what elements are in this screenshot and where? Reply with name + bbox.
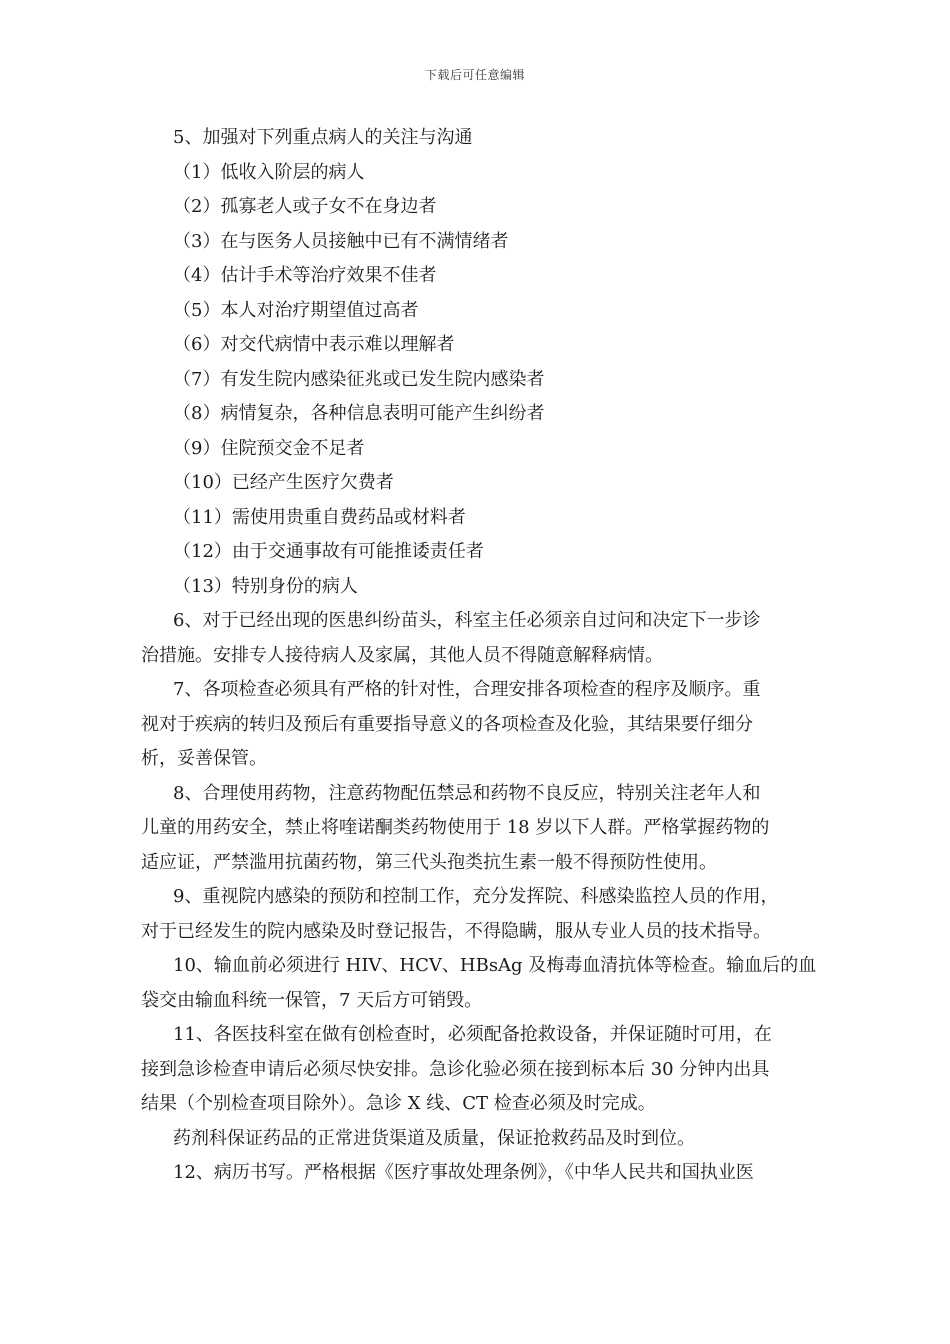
pharmacy-paragraph-line: 药剂科保证药品的正常进货渠道及质量，保证抢救药品及时到位。 xyxy=(173,1127,695,1149)
paragraph-6-line: 治措施。安排专人接待病人及家属，其他人员不得随意解释病情。 xyxy=(141,644,663,666)
paragraph-7-line: 视对于疾病的转归及预后有重要指导意义的各项检查及化验，其结果要仔细分 xyxy=(141,713,753,735)
list-item: （10）已经产生医疗欠费者 xyxy=(173,472,394,493)
paragraph-12-line: 12、病历书写。严格根据《医疗事故处理条例》，《中华人民共和国执业医 xyxy=(173,1162,754,1183)
paragraph-9-line: 9、重视院内感染的预防和控制工作，充分发挥院、科感染监控人员的作用， xyxy=(173,886,779,907)
list-item: （4）估计手术等治疗效果不佳者 xyxy=(173,265,437,286)
document-body xyxy=(141,121,817,1191)
paragraph-7-line: 析，妥善保管。 xyxy=(141,748,267,769)
paragraph-11-line: 接到急诊检查申请后必须尽快安排。急诊化验必须在接到标本后 30 分钟内出具 xyxy=(141,1058,770,1080)
paragraph-9-line: 对于已经发生的院内感染及时登记报告，不得隐瞒，服从专业人员的技术指导。 xyxy=(141,920,771,942)
list-item: （6）对交代病情中表示难以理解者 xyxy=(173,334,455,355)
paragraph-8-line: 儿童的用药安全，禁止将喹诺酮类药物使用于 18 岁以下人群。严格掌握药物的 xyxy=(141,817,770,838)
paragraph-7-line: 7、各项检查必须具有严格的针对性，合理安排各项检查的程序及顺序。重 xyxy=(173,679,761,700)
paragraph-8-line: 8、合理使用药物，注意药物配伍禁忌和药物不良反应，特别关注老年人和 xyxy=(173,782,761,804)
paragraph-10-line: 10、输血前必须进行 HIV、HCV、HBsAg 及梅毒血清抗体等检查。输血后的血 xyxy=(173,955,817,976)
paragraph-11-line: 结果（个别检查项目除外）。急诊 X 线、CT 检查必须及时完成。 xyxy=(141,1093,656,1114)
list-item: （12）由于交通事故有可能推诿责任者 xyxy=(173,541,484,562)
paragraph-11-line: 11、各医技科室在做有创检查时，必须配备抢救设备，并保证随时可用，在 xyxy=(173,1024,772,1045)
paragraph-6-line: 6、对于已经出现的医患纠纷苗头，科室主任必须亲自过问和决定下一步诊 xyxy=(173,610,761,631)
list-item: （8）病情复杂，各种信息表明可能产生纠纷者 xyxy=(173,403,545,424)
section-5-heading: 5、加强对下列重点病人的关注与沟通 xyxy=(173,127,473,148)
list-item: （7）有发生院内感染征兆或已发生院内感染者 xyxy=(173,368,545,390)
list-item: （5）本人对治疗期望值过高者 xyxy=(173,299,419,321)
page-header: 下载后可任意编辑 xyxy=(424,68,525,82)
paragraph-10-line: 袋交由输血科统一保管，7 天后方可销毁。 xyxy=(141,989,483,1011)
list-item: （11）需使用贵重自费药品或材料者 xyxy=(173,506,466,528)
list-item: （3）在与医务人员接触中已有不满情绪者 xyxy=(173,230,509,252)
list-item: （13）特别身份的病人 xyxy=(173,575,358,597)
list-item: （9）住院预交金不足者 xyxy=(173,437,365,459)
paragraph-8-line: 适应证，严禁滥用抗菌药物，第三代头孢类抗生素一般不得预防性使用。 xyxy=(141,851,717,873)
list-item: （2）孤寡老人或子女不在身边者 xyxy=(173,196,437,217)
list-item: （1）低收入阶层的病人 xyxy=(173,161,365,183)
